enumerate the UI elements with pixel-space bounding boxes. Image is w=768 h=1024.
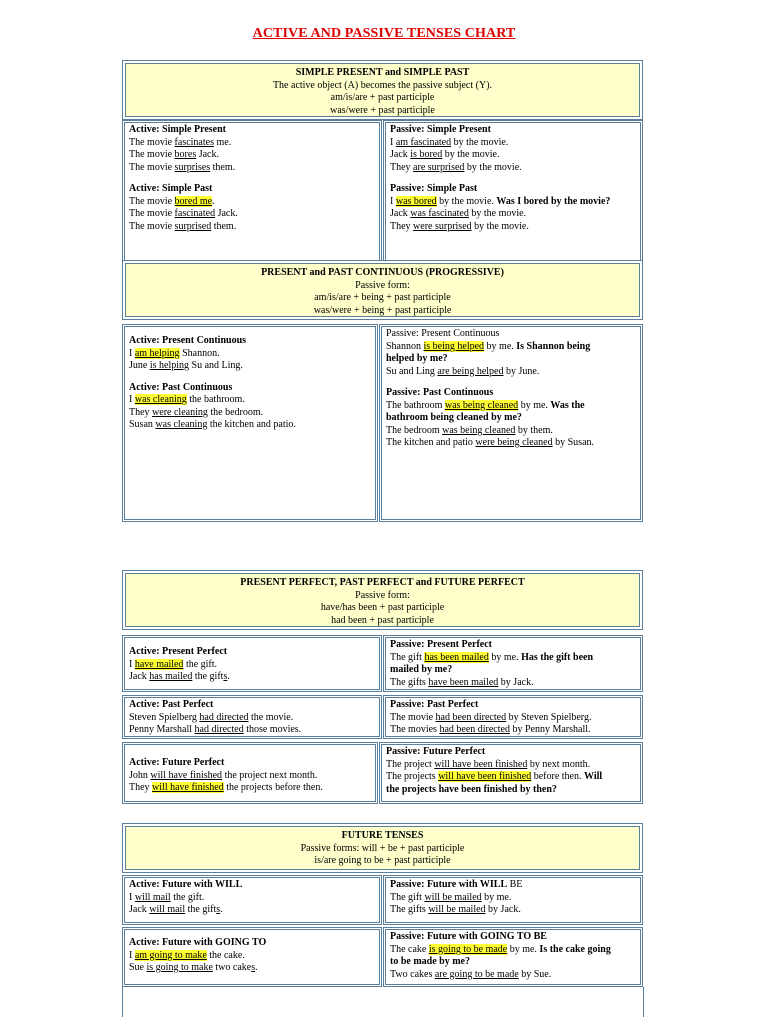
example-heading: Active: Simple Present bbox=[129, 124, 227, 135]
section-title: SIMPLE PRESENT and SIMPLE PAST bbox=[295, 67, 470, 78]
section-desc: Passive form: bbox=[355, 279, 410, 291]
section-formula: was/were + being + past participle bbox=[313, 304, 452, 316]
example-sentence: The bedroom was being cleaned by them. bbox=[386, 424, 553, 436]
example-heading: Active: Past Perfect bbox=[129, 699, 214, 710]
example-sentence: helped by me? bbox=[386, 353, 448, 364]
example-sentence: The gifts have been mailed by Jack. bbox=[390, 676, 534, 688]
example-sentence: I am fascinated by the movie. bbox=[390, 136, 509, 148]
example-block bbox=[390, 639, 636, 689]
example-sentence: The bathroom was being cleaned by me. Was the bbox=[386, 399, 585, 411]
example-heading: Passive: Simple Present bbox=[390, 124, 491, 135]
frame-edge bbox=[122, 987, 123, 1017]
example-sentence: The movie surprised them. bbox=[129, 220, 237, 232]
passive-cell bbox=[379, 742, 643, 804]
example-block bbox=[386, 328, 636, 378]
section-header bbox=[122, 570, 643, 630]
example-block bbox=[129, 124, 375, 174]
example-sentence: the projects have been finished by then? bbox=[386, 783, 557, 795]
example-sentence: They will have finished the projects before then. bbox=[129, 782, 323, 793]
example-sentence: I am going to make the cake. bbox=[129, 949, 245, 961]
example-sentence: They were surprised by the movie. bbox=[390, 220, 529, 232]
section-desc: Passive forms: will + be + past participle bbox=[300, 842, 465, 854]
example-block bbox=[129, 699, 375, 737]
example-heading: Active: Simple Past bbox=[129, 183, 213, 194]
example-sentence: Jack will mail the gifts. bbox=[129, 904, 223, 915]
example-sentence: Jack is bored by the movie. bbox=[390, 149, 500, 160]
section-formula: is/are going to be + past participle bbox=[314, 855, 451, 866]
example-sentence: Sue is going to make two cakes. bbox=[129, 962, 258, 973]
example-sentence: Susan was cleaning the kitchen and patio. bbox=[129, 419, 296, 430]
section-header bbox=[122, 260, 643, 320]
example-sentence: The movie bored me. bbox=[129, 195, 215, 207]
example-sentence: John will have finished the project next month. bbox=[129, 769, 318, 781]
section-desc: The active object (A) becomes the passive subject (Y). bbox=[272, 79, 493, 91]
example-sentence: Penny Marshall had directed those movies. bbox=[129, 724, 302, 735]
active-cell bbox=[122, 927, 382, 987]
example-sentence: Jack has mailed the gifts. bbox=[129, 671, 230, 682]
example-block bbox=[390, 699, 636, 737]
example-sentence: The movie had been directed by Steven Spielberg. bbox=[390, 711, 592, 723]
example-block bbox=[129, 937, 375, 975]
active-cell bbox=[122, 695, 382, 739]
example-sentence: I have mailed the gift. bbox=[129, 658, 218, 670]
example-block bbox=[129, 183, 375, 233]
example-sentence: to be made by me? bbox=[390, 956, 470, 967]
section-header bbox=[122, 823, 643, 873]
example-sentence: I was bored by the movie. Was I bored by the movie? bbox=[390, 195, 611, 207]
example-heading: Passive: Simple Past bbox=[390, 183, 478, 194]
section-formula: have/has been + past participle bbox=[320, 602, 445, 613]
passive-cell bbox=[379, 324, 643, 522]
example-sentence: I was cleaning the bathroom. bbox=[129, 394, 245, 405]
example-heading: Active: Past Continuous bbox=[129, 381, 233, 393]
example-sentence: The project will have been finished by next month. bbox=[386, 758, 591, 770]
example-heading: Passive: Future with WILL BE bbox=[390, 879, 523, 890]
passive-cell bbox=[383, 695, 643, 739]
example-sentence: The projects will have been finished before then. Will bbox=[386, 771, 603, 782]
example-sentence: They were cleaning the bedroom. bbox=[129, 406, 264, 418]
example-block bbox=[390, 124, 636, 174]
example-sentence: The movie fascinates me. bbox=[129, 136, 232, 148]
example-heading: Passive: Past Perfect bbox=[390, 699, 479, 710]
example-sentence: The cake is going to be made by me. Is the cake going bbox=[390, 943, 611, 955]
passive-cell bbox=[383, 927, 643, 987]
example-block bbox=[129, 879, 375, 917]
example-heading: Passive: Future with GOING TO BE bbox=[390, 931, 547, 942]
section-title: FUTURE TENSES bbox=[341, 830, 424, 841]
example-heading: Active: Present Perfect bbox=[129, 646, 228, 657]
example-sentence: Jack was fascinated by the movie. bbox=[390, 208, 527, 219]
section-formula: am/is/are + being + past participle bbox=[314, 292, 451, 303]
example-heading: Active: Future with WILL bbox=[129, 879, 243, 890]
example-heading: Active: Present Continuous bbox=[129, 335, 247, 346]
frame-edge bbox=[643, 987, 644, 1017]
example-sentence: I am helping Shannon. bbox=[129, 347, 220, 359]
example-sentence: I will mail the gift. bbox=[129, 891, 205, 903]
example-heading: Passive: Past Continuous bbox=[386, 387, 494, 398]
example-block bbox=[129, 382, 371, 432]
example-sentence: The gift has been mailed by me. Has the gift been bbox=[390, 651, 594, 663]
example-block bbox=[129, 646, 375, 684]
passive-cell bbox=[383, 875, 643, 925]
example-heading: Active: Future Perfect bbox=[129, 757, 225, 768]
example-sentence: The movies had been directed by Penny Marshall. bbox=[390, 724, 591, 735]
example-block bbox=[390, 879, 636, 917]
active-cell bbox=[122, 324, 378, 522]
example-sentence: mailed by me? bbox=[390, 664, 453, 675]
section-header bbox=[122, 60, 643, 120]
section-formula: had been + past participle bbox=[331, 614, 434, 626]
section-desc: Passive form: bbox=[355, 589, 410, 601]
example-sentence: Shannon is being helped by me. Is Shannon being bbox=[386, 340, 591, 352]
example-heading: Passive: Present Perfect bbox=[390, 639, 492, 650]
example-block bbox=[390, 931, 636, 981]
example-block bbox=[386, 387, 636, 450]
example-sentence: June is helping Su and Ling. bbox=[129, 360, 243, 371]
active-cell bbox=[122, 875, 382, 925]
example-sentence: bathroom being cleaned by me? bbox=[386, 412, 522, 423]
example-sentence: The kitchen and patio were being cleaned by Susan. bbox=[386, 437, 595, 448]
example-block bbox=[386, 746, 636, 796]
active-cell bbox=[122, 635, 382, 692]
page-title: ACTIVE AND PASSIVE TENSES CHART bbox=[252, 26, 516, 41]
example-heading: Passive: Present Continuous bbox=[386, 328, 500, 339]
example-sentence: Steven Spielberg had directed the movie. bbox=[129, 711, 294, 723]
example-sentence: The gifts will be mailed by Jack. bbox=[390, 904, 521, 915]
example-block bbox=[129, 757, 371, 795]
section-formula: was/were + past participle bbox=[330, 104, 435, 116]
example-sentence: Su and Ling are being helped by June. bbox=[386, 365, 540, 377]
example-heading: Passive: Future Perfect bbox=[386, 746, 486, 757]
passive-cell bbox=[383, 635, 643, 692]
example-sentence: They are surprised by the movie. bbox=[390, 161, 522, 173]
section-title: PRESENT PERFECT, PAST PERFECT and FUTURE PERFECT bbox=[240, 577, 525, 588]
example-block bbox=[390, 183, 636, 233]
example-sentence: The movie surprises them. bbox=[129, 161, 236, 173]
active-cell bbox=[122, 742, 378, 804]
example-block bbox=[129, 335, 371, 373]
section-title: PRESENT and PAST CONTINUOUS (PROGRESSIVE) bbox=[261, 267, 504, 278]
example-sentence: Two cakes are going to be made by Sue. bbox=[390, 968, 552, 980]
example-sentence: The gift will be mailed by me. bbox=[390, 891, 512, 903]
example-sentence: The movie bores Jack. bbox=[129, 149, 219, 160]
example-sentence: The movie fascinated Jack. bbox=[129, 208, 238, 219]
example-heading: Active: Future with GOING TO bbox=[129, 937, 267, 948]
section-formula: am/is/are + past participle bbox=[330, 92, 435, 103]
